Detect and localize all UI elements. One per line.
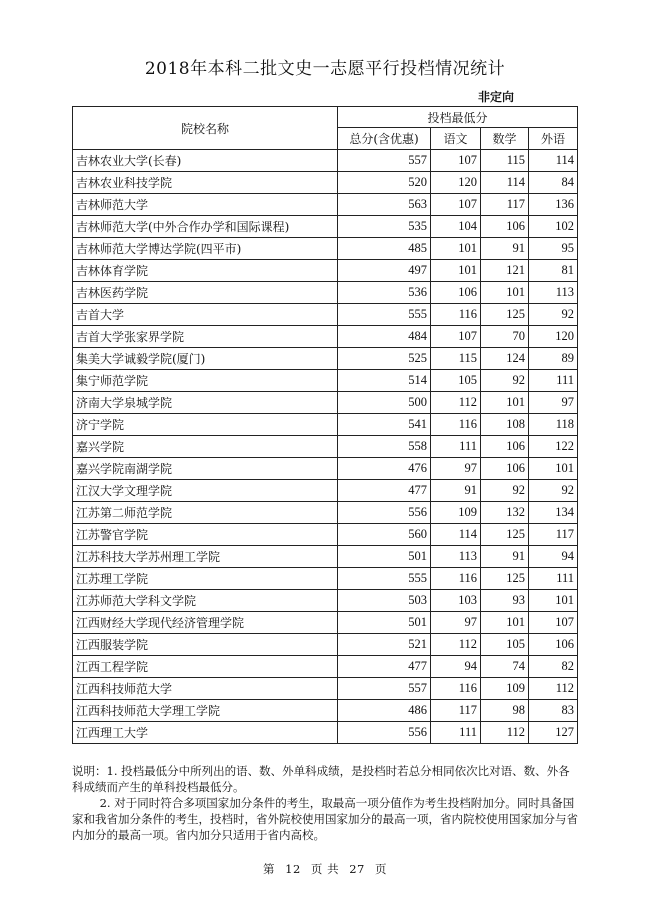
chinese-score-cell: 106 (431, 282, 481, 304)
english-score-cell: 127 (529, 722, 578, 744)
chinese-score-cell: 107 (431, 326, 481, 348)
english-score-cell: 101 (529, 458, 578, 480)
school-name-cell: 江西财经大学现代经济管理学院 (73, 612, 338, 634)
english-score-cell: 120 (529, 326, 578, 348)
english-score-cell: 111 (529, 370, 578, 392)
math-score-cell: 108 (481, 414, 529, 436)
total-score-cell: 525 (338, 348, 431, 370)
math-score-cell: 101 (481, 282, 529, 304)
total-score-cell: 563 (338, 194, 431, 216)
table-row (73, 304, 578, 326)
math-score-cell: 125 (481, 568, 529, 590)
english-score-cell: 112 (529, 678, 578, 700)
chinese-score-cell: 94 (431, 656, 481, 678)
table-row (73, 634, 578, 656)
school-name-cell: 江苏科技大学苏州理工学院 (73, 546, 338, 568)
chinese-score-cell: 112 (431, 634, 481, 656)
chinese-score-cell: 116 (431, 568, 481, 590)
school-name-cell: 江苏第二师范学院 (73, 502, 338, 524)
math-score-cell: 92 (481, 480, 529, 502)
school-name-cell: 济南大学泉城学院 (73, 392, 338, 414)
table-row (73, 326, 578, 348)
english-header: 外语 (529, 128, 578, 150)
english-score-cell: 113 (529, 282, 578, 304)
chinese-score-cell: 116 (431, 414, 481, 436)
total-score-cell: 500 (338, 392, 431, 414)
total-score-cell: 476 (338, 458, 431, 480)
chinese-score-cell: 107 (431, 194, 481, 216)
total-score-cell: 514 (338, 370, 431, 392)
math-score-cell: 91 (481, 546, 529, 568)
school-name-cell: 江西科技师范大学 (73, 678, 338, 700)
english-score-cell: 83 (529, 700, 578, 722)
chinese-score-cell: 113 (431, 546, 481, 568)
total-score-cell: 535 (338, 216, 431, 238)
math-score-cell: 124 (481, 348, 529, 370)
school-name-cell: 吉林医药学院 (73, 282, 338, 304)
footer-page-number: 12 (285, 862, 301, 876)
math-score-cell: 106 (481, 458, 529, 480)
table-row (73, 150, 578, 172)
table-row (73, 480, 578, 502)
footer-ye-gong: 页 共 (310, 862, 340, 876)
table-row (73, 678, 578, 700)
footer-di: 第 (262, 862, 275, 876)
chinese-score-cell: 104 (431, 216, 481, 238)
math-score-cell: 109 (481, 678, 529, 700)
table-row (73, 216, 578, 238)
math-score-cell: 101 (481, 392, 529, 414)
school-name-cell: 江苏理工学院 (73, 568, 338, 590)
total-score-cell: 503 (338, 590, 431, 612)
english-score-cell: 107 (529, 612, 578, 634)
english-score-cell: 114 (529, 150, 578, 172)
school-name-cell: 吉林师范大学博达学院(四平市) (73, 238, 338, 260)
table-row (73, 612, 578, 634)
school-name-cell: 吉首大学 (73, 304, 338, 326)
chinese-score-cell: 103 (431, 590, 481, 612)
total-score-cell: 485 (338, 238, 431, 260)
chinese-score-cell: 120 (431, 172, 481, 194)
note-1: 说明：1. 投档最低分中所列出的语、数、外单科成绩，是投档时若总分相同依次比对语、数、外各科成绩而产生的单科投档最低分。 (72, 764, 570, 794)
total-score-cell: 557 (338, 150, 431, 172)
english-score-cell: 84 (529, 172, 578, 194)
total-score-cell: 556 (338, 502, 431, 524)
total-score-cell: 558 (338, 436, 431, 458)
school-name-cell: 集美大学诚毅学院(厦门) (73, 348, 338, 370)
table-row (73, 722, 578, 744)
table-row (73, 414, 578, 436)
english-score-cell: 136 (529, 194, 578, 216)
table-row (73, 370, 578, 392)
total-score-cell: 477 (338, 656, 431, 678)
table-row (73, 392, 578, 414)
note-2: 2. 对于同时符合多项国家加分条件的考生，取最高一项分值作为考生投档附加分。同时具备国家和我省加分条件的考生，投档时，省外院校使用国家加分的最高一项，省内院校使用国家加分与省内加分的最高一项。省内加分只适用于省内高校。 (72, 796, 578, 842)
table-row (73, 348, 578, 370)
school-name-cell: 江西理工大学 (73, 722, 338, 744)
total-score-cell: 484 (338, 326, 431, 348)
table-row (73, 656, 578, 678)
school-name-cell: 吉林农业大学(长春) (73, 150, 338, 172)
english-score-cell: 106 (529, 634, 578, 656)
total-score-cell: 477 (338, 480, 431, 502)
math-score-cell: 92 (481, 370, 529, 392)
chinese-score-cell: 115 (431, 348, 481, 370)
english-score-cell: 134 (529, 502, 578, 524)
chinese-score-cell: 97 (431, 612, 481, 634)
school-name-cell: 吉林农业科技学院 (73, 172, 338, 194)
math-score-cell: 105 (481, 634, 529, 656)
school-name-cell: 江苏师范大学科文学院 (73, 590, 338, 612)
school-name-cell: 吉林师范大学(中外合作办学和国际课程) (73, 216, 338, 238)
min-score-header: 投档最低分 (338, 107, 578, 128)
english-score-cell: 102 (529, 216, 578, 238)
total-score-cell: 557 (338, 678, 431, 700)
chinese-score-cell: 101 (431, 260, 481, 282)
table-row (73, 282, 578, 304)
total-score-cell: 536 (338, 282, 431, 304)
math-score-cell: 74 (481, 656, 529, 678)
english-score-cell: 117 (529, 524, 578, 546)
notes (72, 763, 580, 843)
math-score-cell: 117 (481, 194, 529, 216)
school-name-cell: 江西科技师范大学理工学院 (73, 700, 338, 722)
table-row (73, 502, 578, 524)
math-score-cell: 101 (481, 612, 529, 634)
school-name-cell: 嘉兴学院南湖学院 (73, 458, 338, 480)
admission-score-table (72, 106, 578, 744)
total-score-cell: 541 (338, 414, 431, 436)
chinese-score-cell: 111 (431, 436, 481, 458)
school-name-cell: 吉林师范大学 (73, 194, 338, 216)
school-name-cell: 吉首大学张家界学院 (73, 326, 338, 348)
math-score-cell: 106 (481, 436, 529, 458)
total-score-header: 总分(含优惠) (338, 128, 431, 150)
school-name-cell: 江汉大学文理学院 (73, 480, 338, 502)
math-score-cell: 125 (481, 524, 529, 546)
table-row (73, 260, 578, 282)
total-score-cell: 555 (338, 304, 431, 326)
math-score-cell: 125 (481, 304, 529, 326)
english-score-cell: 94 (529, 546, 578, 568)
chinese-score-cell: 91 (431, 480, 481, 502)
english-score-cell: 81 (529, 260, 578, 282)
math-score-cell: 98 (481, 700, 529, 722)
footer-total-pages: 27 (349, 862, 365, 876)
table-row (73, 458, 578, 480)
math-header: 数学 (481, 128, 529, 150)
chinese-score-cell: 107 (431, 150, 481, 172)
school-name-cell: 吉林体育学院 (73, 260, 338, 282)
chinese-score-cell: 116 (431, 304, 481, 326)
total-score-cell: 486 (338, 700, 431, 722)
page-subtitle: 非定向 (478, 90, 515, 104)
table-row (73, 172, 578, 194)
math-score-cell: 93 (481, 590, 529, 612)
chinese-score-cell: 116 (431, 678, 481, 700)
page-footer (0, 861, 650, 877)
table-row (73, 238, 578, 260)
total-score-cell: 555 (338, 568, 431, 590)
table-row (73, 590, 578, 612)
math-score-cell: 91 (481, 238, 529, 260)
table-row (73, 546, 578, 568)
english-score-cell: 111 (529, 568, 578, 590)
chinese-score-cell: 109 (431, 502, 481, 524)
table-row (73, 194, 578, 216)
chinese-score-cell: 105 (431, 370, 481, 392)
school-name-header: 院校名称 (73, 107, 338, 150)
total-score-cell: 560 (338, 524, 431, 546)
chinese-score-cell: 114 (431, 524, 481, 546)
math-score-cell: 70 (481, 326, 529, 348)
school-name-cell: 嘉兴学院 (73, 436, 338, 458)
chinese-header: 语文 (431, 128, 481, 150)
english-score-cell: 92 (529, 480, 578, 502)
english-score-cell: 82 (529, 656, 578, 678)
school-name-cell: 江西服装学院 (73, 634, 338, 656)
math-score-cell: 114 (481, 172, 529, 194)
math-score-cell: 106 (481, 216, 529, 238)
chinese-score-cell: 101 (431, 238, 481, 260)
table-row (73, 700, 578, 722)
math-score-cell: 121 (481, 260, 529, 282)
school-name-cell: 集宁师范学院 (73, 370, 338, 392)
english-score-cell: 122 (529, 436, 578, 458)
school-name-cell: 江西工程学院 (73, 656, 338, 678)
page-title: 2018年本科二批文史一志愿平行投档情况统计 (144, 59, 506, 79)
chinese-score-cell: 97 (431, 458, 481, 480)
table-row (73, 524, 578, 546)
table-row (73, 568, 578, 590)
english-score-cell: 95 (529, 238, 578, 260)
math-score-cell: 132 (481, 502, 529, 524)
chinese-score-cell: 111 (431, 722, 481, 744)
total-score-cell: 521 (338, 634, 431, 656)
chinese-score-cell: 117 (431, 700, 481, 722)
chinese-score-cell: 112 (431, 392, 481, 414)
english-score-cell: 92 (529, 304, 578, 326)
english-score-cell: 89 (529, 348, 578, 370)
school-name-cell: 江苏警官学院 (73, 524, 338, 546)
total-score-cell: 501 (338, 546, 431, 568)
school-name-cell: 济宁学院 (73, 414, 338, 436)
english-score-cell: 118 (529, 414, 578, 436)
footer-ye: 页 (375, 862, 388, 876)
math-score-cell: 112 (481, 722, 529, 744)
total-score-cell: 556 (338, 722, 431, 744)
english-score-cell: 97 (529, 392, 578, 414)
total-score-cell: 520 (338, 172, 431, 194)
total-score-cell: 497 (338, 260, 431, 282)
math-score-cell: 115 (481, 150, 529, 172)
english-score-cell: 101 (529, 590, 578, 612)
table-row (73, 436, 578, 458)
total-score-cell: 501 (338, 612, 431, 634)
